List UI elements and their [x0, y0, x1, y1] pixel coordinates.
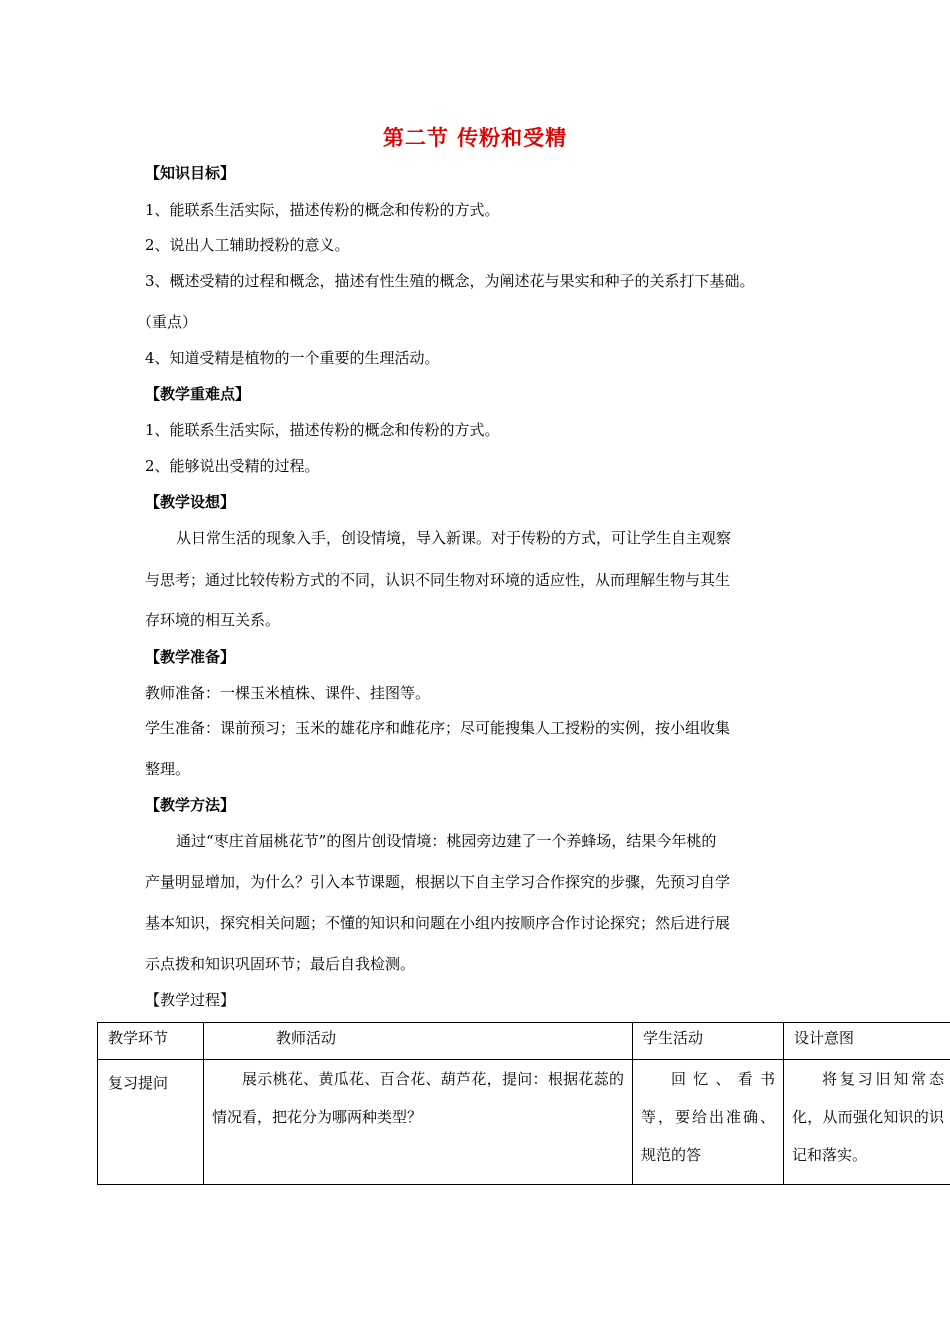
table-header-row — [98, 1023, 950, 1060]
knowledge-goal-item: 1、能联系生活实际，描述传粉的概念和传粉的方式。 — [145, 201, 500, 219]
design-paragraph-line: 存环境的相互关系。 — [145, 611, 281, 629]
knowledge-goal-item: （重点） — [137, 313, 198, 331]
table-header-cell: 教师活动 — [204, 1023, 633, 1060]
key-point-item: 2、能够说出受精的过程。 — [145, 457, 320, 475]
section-heading-key-points: 【教学重难点】 — [145, 385, 251, 403]
section-heading-design: 【教学设想】 — [145, 493, 236, 511]
methods-paragraph-line: 示点拨和知识巩固环节；最后自我检测。 — [145, 955, 416, 973]
table-cell-intent: 将复习旧知常态化，从而强化知识的识记和落实。 — [792, 1070, 944, 1164]
preparation-line: 教师准备：一棵玉米植株、课件、挂图等。 — [145, 684, 431, 702]
preparation-line: 学生准备：课前预习；玉米的雄花序和雌花序；尽可能搜集人工授粉的实例，按小组收集 — [145, 719, 731, 737]
table-header-cell: 设计意图 — [784, 1023, 950, 1060]
knowledge-goal-item: 3、概述受精的过程和概念，描述有性生殖的概念，为阐述花与果实和种子的关系打下基础。 — [145, 272, 755, 290]
teaching-process-table — [97, 1022, 950, 1185]
methods-paragraph-line: 产量明显增加，为什么？引入本节课题，根据以下自主学习合作探究的步骤，先预习自学 — [145, 873, 731, 891]
section-heading-process: 【教学过程】 — [145, 991, 236, 1009]
table-header-cell: 学生活动 — [633, 1023, 784, 1060]
key-point-item: 1、能联系生活实际，描述传粉的概念和传粉的方式。 — [145, 421, 500, 439]
table-cell-teacher: 展示桃花、黄瓜花、百合花、葫芦花，提问：根据花蕊的情况看，把花分为哪两种类型？ — [212, 1070, 624, 1126]
knowledge-goal-item: 2、说出人工辅助授粉的意义。 — [145, 236, 350, 254]
section-heading-preparation: 【教学准备】 — [145, 648, 236, 666]
table-row — [98, 1060, 950, 1185]
table-cell-student: 回忆、看书等，要给出准确、规范的答 — [641, 1070, 775, 1164]
table-header-cell: 教学环节 — [98, 1023, 204, 1060]
preparation-line: 整理。 — [145, 760, 191, 778]
methods-paragraph-line: 通过“枣庄首届桃花节”的图片创设情境：桃园旁边建了一个养蜂场，结果今年桃的 — [176, 832, 717, 850]
page-title: 第二节 传粉和受精 — [382, 125, 568, 150]
methods-paragraph-line: 基本知识，探究相关问题；不懂的知识和问题在小组内按顺序合作讨论探究；然后进行展 — [145, 914, 731, 932]
design-paragraph-line: 与思考；通过比较传粉方式的不同，认识不同生物对环境的适应性，从而理解生物与其生 — [145, 571, 731, 589]
section-heading-knowledge-goals: 【知识目标】 — [145, 164, 236, 182]
section-heading-methods: 【教学方法】 — [145, 796, 236, 814]
knowledge-goal-item: 4、知道受精是植物的一个重要的生理活动。 — [145, 349, 440, 367]
table-cell-stage: 复习提问 — [108, 1074, 169, 1092]
design-paragraph-line: 从日常生活的现象入手，创设情境，导入新课。对于传粉的方式，可让学生自主观察 — [176, 529, 732, 547]
